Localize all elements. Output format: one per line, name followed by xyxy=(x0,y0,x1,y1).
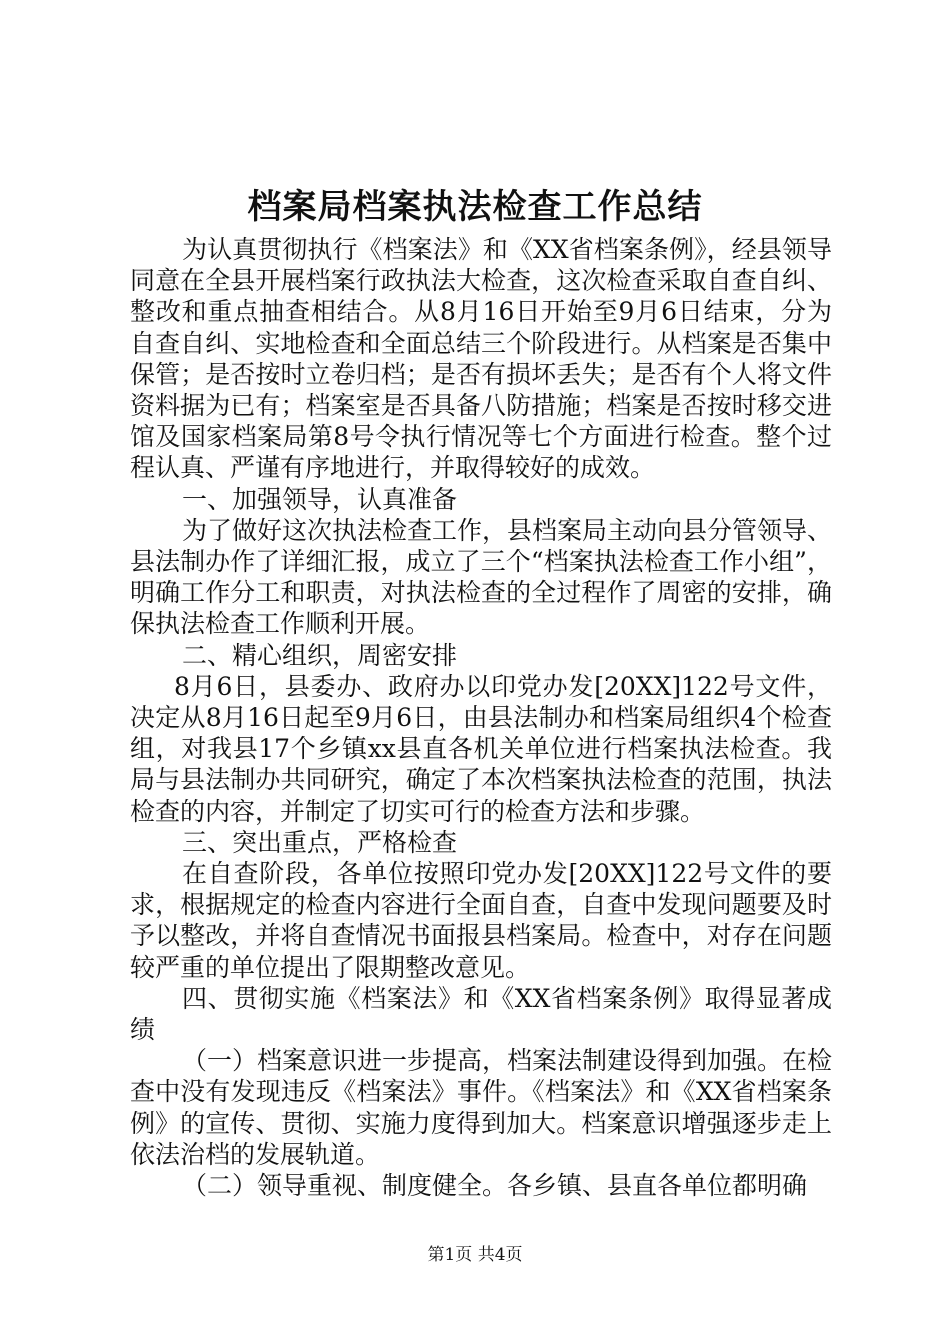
section-heading-3: 三、突出重点，严格检查 xyxy=(182,827,458,857)
section-4-item-2: （二）领导重视、制度健全。各乡镇、县直各单位都明确 xyxy=(182,1171,808,1201)
section-4-item-1: （一）档案意识进一步提高，档案法制建设得到加强。在检查中没有发现违反《档案法》事件。《档案法》和《XX省档案条例》的宣传、贯彻、实施力度得到加大。档案意识增强逐步走上依法治档的发展轨道。 xyxy=(130,1046,833,1169)
intro-paragraph: 为认真贯彻执行《档案法》和《XX省档案条例》，经县领导同意在全县开展档案行政执法大检查，这次检查采取自查自纠、整改和重点抽查相结合。从8月16日开始至9月6日结束，分为自查自纠、实地检查和全面总结三个阶段进行。从档案是否集中保管；是否按时立卷归档；是否有损坏丢失；是否有个人将文件资料据为已有；档案室是否具备八防措施；档案是否按时移交进馆及国家档案局第8号令执行情况等七个方面进行检查。整个过程认真、严谨有序地进行，并取得较好的成效。 xyxy=(130,235,832,483)
section-heading-1: 一、加强领导，认真准备 xyxy=(182,484,458,514)
section-heading-2: 二、精心组织，周密安排 xyxy=(182,640,458,670)
section-3-paragraph: 在自查阶段，各单位按照印党办发[20XX]122号文件的要求，根据规定的检查内容进行全面自查，自查中发现问题要及时予以整改，并将自查情况书面报县档案局。检查中，对存在问题较严重的单位提出了限期整改意见。 xyxy=(130,859,832,982)
section-1-paragraph: 为了做好这次执法检查工作，县档案局主动向县分管领导、县法制办作了详细汇报，成立了三个“档案执法检查工作小组”，明确工作分工和职责，对执法检查的全过程作了周密的安排，确保执法检查工作顺利开展。 xyxy=(130,515,833,639)
section-2-paragraph: 8月6日，县委办、政府办以印党办发[20XX]122号文件，决定从8月16日起至9月6日，由县法制办和档案局组织4个检查组，对我县17个乡镇xx县直各机关单位进行档案执法检查。我局与县法制办共同研究，确定了本次档案执法检查的范围，执法检查的内容，并制定了切实可行的检查方法和步骤。 xyxy=(130,671,832,826)
document-body xyxy=(130,234,832,1201)
page-footer: 第1页 共4页 xyxy=(427,1245,523,1265)
section-heading-4: 四、贯彻实施《档案法》和《XX省档案条例》取得显著成绩 xyxy=(130,983,832,1045)
document-title: 档案局档案执法检查工作总结 xyxy=(247,187,703,227)
